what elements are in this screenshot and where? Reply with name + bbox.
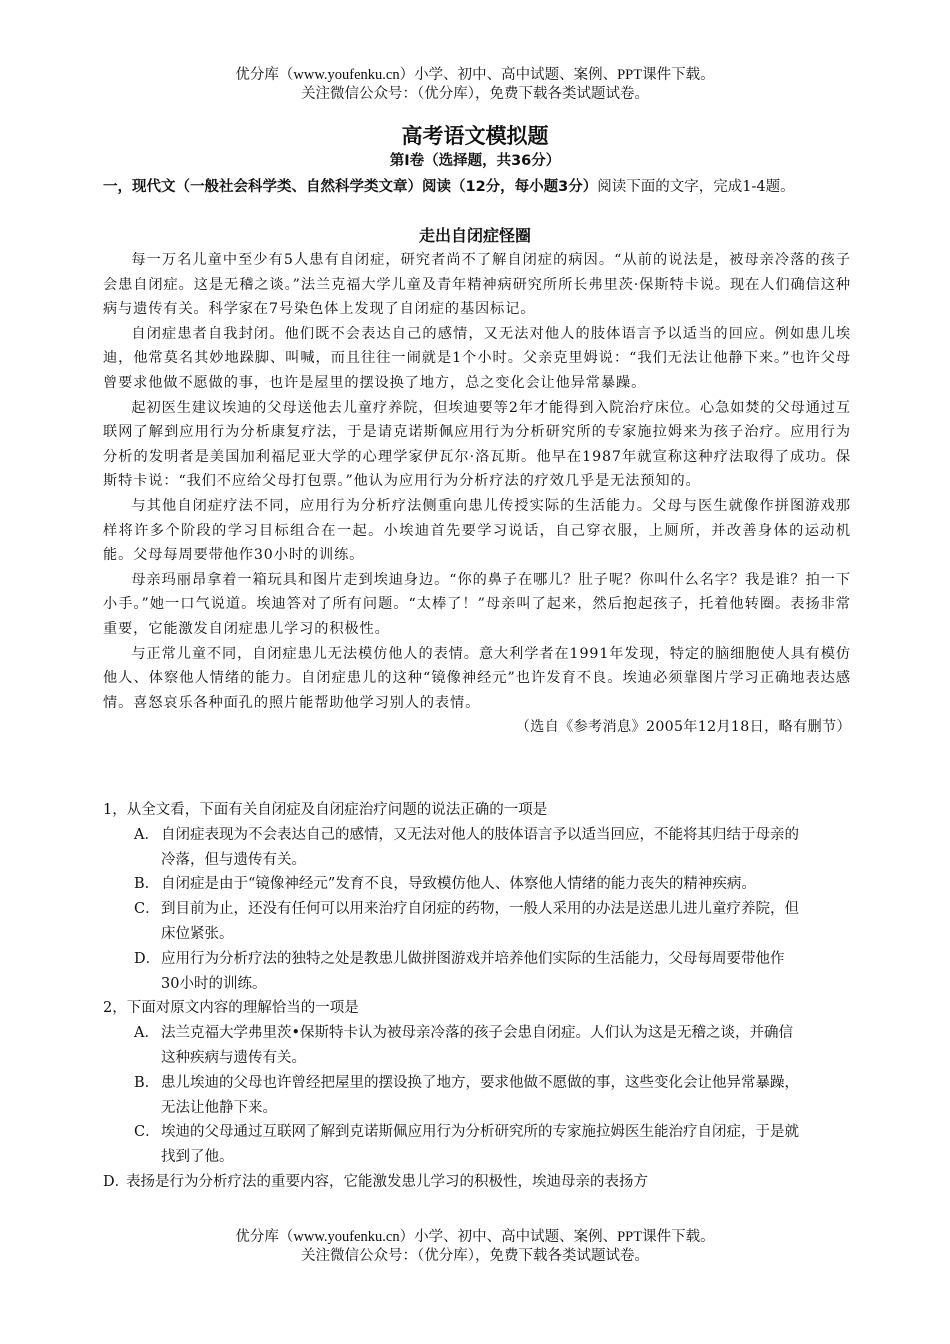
page-footer — [0, 1228, 950, 1266]
section-instruction: 阅读下面的文字，完成1-4题。 — [597, 179, 795, 195]
question-2-option-b — [103, 1071, 853, 1121]
article-paragraph: 起初医生建议埃迪的父母送他去儿童疗养院，但埃迪要等2年才能得到入院治疗床位。心急如焚的父母通过互联网了解到应用行为分析康复疗法，于是请克诺斯佩应用行为分析研究所的专家施拉姆来为孩子治疗。应用行为分析的发明者是美国加利福尼亚大学的心理学家伊瓦尔·洛瓦斯。他早在1987年就宣称这种疗法取得了成功。保斯特卡说：“我们不应给父母打包票。”他认为应用行为分析疗法的疗效几乎是无法预知的。 — [103, 399, 851, 490]
page-header — [0, 66, 950, 104]
article-paragraph: 与正常儿童不同，自闭症患儿无法模仿他人的表情。意大利学者在1991年发现，特定的脑细胞使人具有模仿他人、体察他人情绪的能力。自闭症患儿的这种“镜像神经元”也许发育不良。埃迪必须靠图片学习正确地表达感情。喜怒哀乐各种面孔的照片能帮助他学习别人的表情。 — [103, 645, 851, 711]
article-paragraph: 自闭症患者自我封闭。他们既不会表达自己的感情，又无法对他人的肢体语言予以适当的回应。例如患儿埃迪，他常莫名其妙地跺脚、叫喊，而且往往一闹就是1个小时。父亲克里姆说：“我们无法让他静下来。”也许父母曾要求他做不愿做的事，也许是屋里的摆设换了地方，总之变化会让他异常暴躁。 — [103, 325, 851, 391]
option-text: 埃迪的父母通过互联网了解到克诺斯佩应用行为分析研究所的专家施拉姆医生能治疗自闭症，于是就找到了他。 — [161, 1124, 799, 1166]
article-title: 走出自闭症怪圈 — [418, 226, 531, 245]
option-letter: D． — [134, 950, 161, 967]
question-1-stem: 1，从全文看，下面有关自闭症及自闭症治疗问题的说法正确的一项是 — [103, 802, 548, 818]
questions-block — [103, 798, 853, 1195]
question-2-option-c — [103, 1120, 853, 1170]
option-letter: C． — [134, 901, 160, 918]
exam-title: 高考语文模拟题 — [401, 124, 549, 148]
question-1-option-b — [103, 872, 853, 897]
article-paragraph: 母亲玛丽昂拿着一箱玩具和图片走到埃迪身边。“你的鼻子在哪儿？肚子呢？你叫什么名字？我是谁？拍一下小手。”她一口气说道。埃迪答对了所有问题。“太棒了！”母亲叫了起来，然后抱起孩子，托着他转圈。表扬非常重要，它能激发自闭症患儿学习的积极性。 — [103, 571, 851, 637]
article-paragraph: 与其他自闭症疗法不同，应用行为分析疗法侧重向患儿传授实际的生活能力。父母与医生就像作拼图游戏那样将许多个阶段的学习目标组合在一起。小埃迪首先要学习说话，自己穿衣服，上厕所，并改善身体的运动机能。父母每周要带他作30小时的训练。 — [103, 497, 851, 564]
header-line-2: 关注微信公众号：（优分库），免费下载各类试题试卷。 — [301, 86, 649, 102]
option-text: 到目前为止，还没有任何可以用来治疗自闭症的药物，一般人采用的办法是送患儿进儿童疗养院，但床位紧张。 — [161, 901, 799, 942]
question-2-option-a — [103, 1021, 853, 1071]
option-text: 法兰克福大学弗里茨•保斯特卡认为被母亲冷落的孩子会患自闭症。人们认为这是无稽之谈，并确信这种疾病与遗传有关。 — [161, 1025, 794, 1066]
option-letter: A． — [134, 826, 159, 843]
section-heading — [103, 176, 853, 199]
article-body — [103, 248, 851, 740]
option-text: 应用行为分析疗法的独特之处是教患儿做拼图游戏并培养他们实际的生活能力，父母每周要带他作30小时的训练。 — [161, 950, 785, 992]
option-letter: B． — [134, 1074, 160, 1091]
footer-line-2: 关注微信公众号：（优分库），免费下载各类试题试卷。 — [301, 1248, 649, 1264]
option-letter: D． — [103, 1173, 130, 1190]
question-2-option-d — [103, 1170, 853, 1195]
option-text: 自闭症表现为不会表达自己的感情，又无法对他人的肢体语言予以适当回应，不能将其归结于母亲的冷落，但与遗传有关。 — [161, 826, 799, 868]
option-text: 自闭症是由于“镜像神经元”发育不良，导致模仿他人、体察他人情绪的能力丧失的精神疾病。 — [161, 876, 756, 893]
option-text: 患儿埃迪的父母也许曾经把屋里的摆设换了地方，要求他做不愿做的事，这些变化会让他异常暴躁，无法让他静下来。 — [161, 1074, 799, 1116]
option-text: 表扬是行为分析疗法的重要内容，它能激发患儿学习的积极性，埃迪母亲的表扬方 — [126, 1173, 648, 1190]
option-letter: B． — [134, 876, 160, 893]
header-line-1: 优分库（www.youfenku.cn）小学、初中、高中试题、案例、PPT课件下载。 — [235, 67, 715, 83]
question-1-option-d — [103, 947, 853, 997]
option-letter: A． — [134, 1025, 159, 1042]
question-1-option-c — [103, 897, 853, 947]
article-paragraph: 每一万名儿童中至少有5人患有自闭症，研究者尚不了解自闭症的病因。“从前的说法是，被母亲冷落的孩子会患自闭症。这是无稽之谈。”法兰克福大学儿童及青年精神病研究所所长弗里茨·保斯特卡说。现在人们确信这种病与遗传有关。科学家在7号染色体上发现了自闭症的基因标记。 — [103, 252, 851, 318]
article-source: （选自《参考消息》2005年12月18日，略有删节） — [515, 719, 851, 736]
option-letter: C． — [134, 1124, 160, 1141]
question-2-stem: 2，下面对原文内容的理解恰当的一项是 — [103, 1000, 359, 1017]
footer-line-1: 优分库（www.youfenku.cn）小学、初中、高中试题、案例、PPT课件下载。 — [235, 1229, 715, 1245]
question-1-option-a — [103, 823, 853, 873]
volume-heading: 第Ⅰ卷（选择题，共36分） — [389, 153, 561, 169]
section-heading-bold: 一，现代文（一般社会科学类、自然科学类文章）阅读（12分，每小题3分） — [103, 179, 598, 195]
